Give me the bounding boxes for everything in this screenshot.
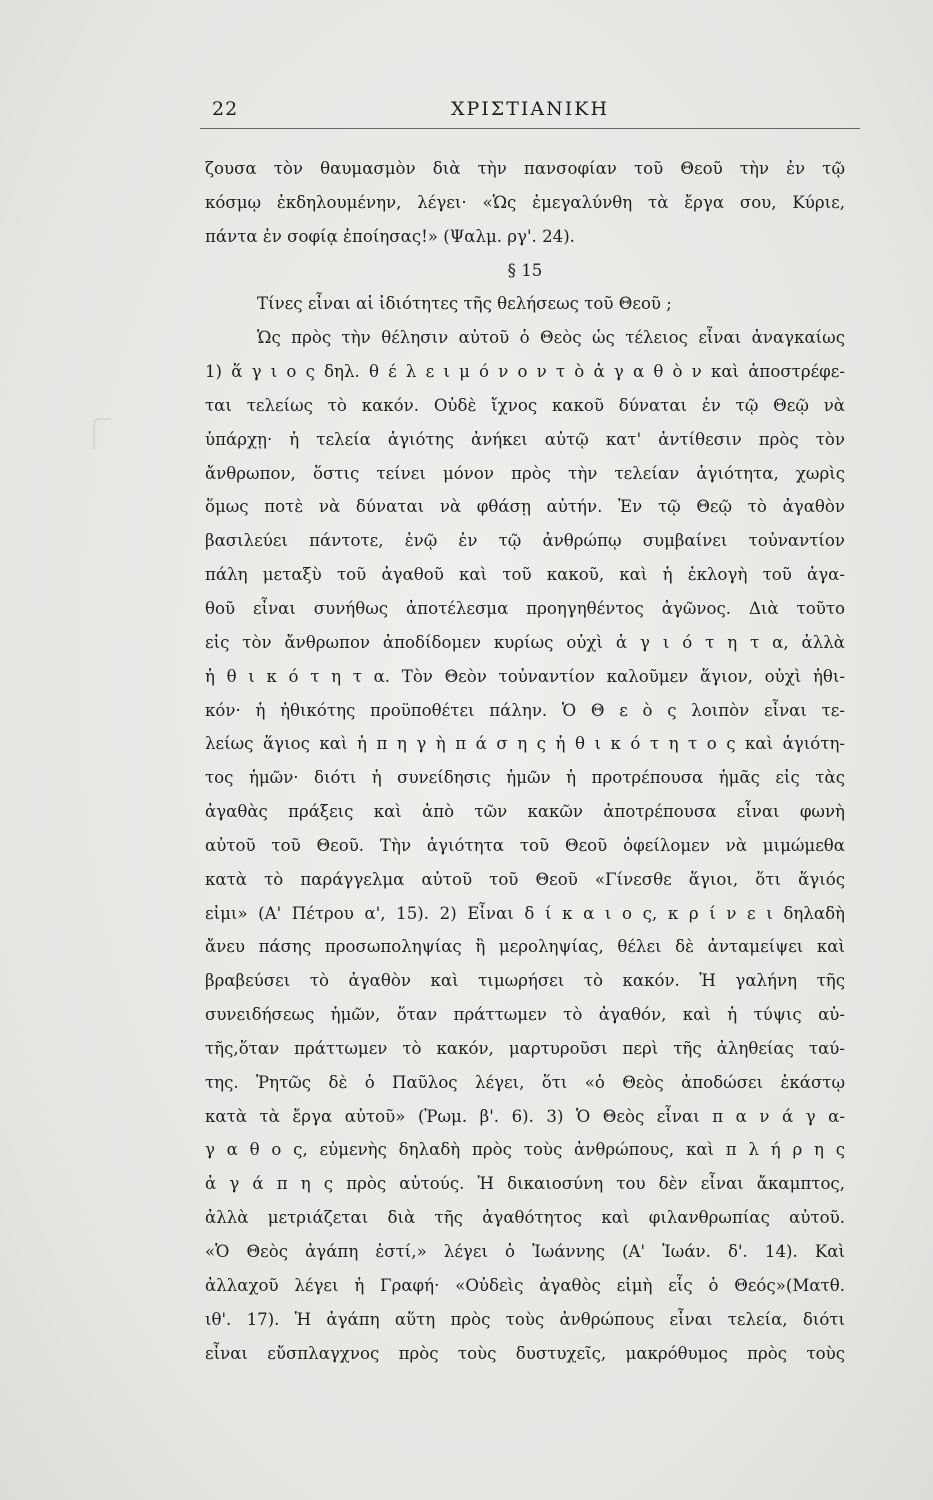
text-line: ἄνθρωπον, ὅστις τείνει μόνον πρὸς τὴν τελείαν ἁγιότητα, χωρὶς	[205, 463, 845, 483]
page-number: 22	[212, 98, 239, 120]
text-line: λείως ἅγιος καὶ ἡ π η γ ὴ π ά σ η ς ἠ θ ι κ ό τ η τ ο ς καὶ ἁγιότη-	[205, 734, 845, 754]
text-line: ἀ γ ά π η ς πρὸς αὐτούς. Ἡ δικαιοσύνη του δὲν εἶναι ἄκαμπτος,	[205, 1174, 845, 1194]
text-line: πάντα ἐν σοφίᾳ ἐποίησας!» (Ψαλμ. ργ'. 24).	[205, 226, 575, 246]
text-line: συνειδήσεως ἡμῶν, ὅταν πράττωμεν τὸ ἀγαθόν, καὶ ἡ τύψις αὐ-	[205, 1005, 845, 1025]
margin-bracket-mark	[93, 418, 111, 450]
page-header	[200, 98, 860, 134]
text-line: ἠ θ ι κ ό τ η τ α. Τὸν Θεὸν τοὐναντίον καλοῦμεν ἅγιον, οὐχὶ ἠθι-	[205, 666, 845, 686]
section-question: Τίνες εἶναι αἱ ἰδιότητες τῆς θελήσεως τοῦ Θεοῦ ;	[257, 294, 672, 314]
text-line: της. Ῥητῶς δὲ ὁ Παῦλος λέγει, ὅτι «ὁ Θεὸς ἀποδώσει ἑκάστῳ	[205, 1072, 845, 1092]
text-line: ἄνευ πάσης προσωποληψίας ἢ μεροληψίας, θέλει δὲ ἀνταμείψει καὶ	[205, 937, 845, 957]
text-line: ὑπάρχῃ· ἡ τελεία ἁγιότης ἀνήκει αὐτῷ κατ' ἀντίθεσιν πρὸς τὸν	[205, 429, 845, 449]
text-line: κόν· ἡ ἠθικότης προϋποθέτει πάλην. Ὁ Θ ε ὸ ς λοιπὸν εἶναι τε-	[205, 700, 845, 720]
text-line: τος ἡμῶν· διότι ἡ συνείδησις ἡμῶν ἡ προτρέπουσα ἡμᾶς εἰς τὰς	[205, 768, 845, 788]
running-title: ΧΡΙΣΤΙΑΝΙΚΗ	[450, 98, 610, 120]
text-line: εἶναι εὔσπλαγχνος πρὸς τοὺς δυστυχεῖς, μακρόθυμος πρὸς τοὺς	[205, 1343, 845, 1363]
text-line: αὐτοῦ τοῦ Θεοῦ. Τὴν ἁγιότητα τοῦ Θεοῦ ὀφείλομεν νὰ μιμώμεθα	[205, 835, 845, 855]
text-line: κατὰ τὰ ἔργα αὐτοῦ» (Ῥωμ. β'. 6). 3) Ὁ Θεὸς εἶναι π α ν ά γ α-	[205, 1106, 845, 1126]
text-line: βραβεύσει τὸ ἀγαθὸν καὶ τιμωρήσει τὸ κακόν. Ἡ γαλήνη τῆς	[205, 971, 845, 991]
text-line: ὅμως ποτὲ νὰ δύναται νὰ φθάσῃ αὐτήν. Ἐν τῷ Θεῷ τὸ ἀγαθὸν	[205, 497, 845, 517]
text-line: ἀγαθὰς πράξεις καὶ ἀπὸ τῶν κακῶν ἀποτρέπουσα εἶναι φωνὴ	[205, 802, 845, 822]
text-line: εἰμι» (Α' Πέτρου α', 15). 2) Εἶναι δ ί κ α ι ο ς, κ ρ ί ν ε ι δηλαδὴ	[205, 903, 845, 923]
text-line: ἀλλὰ μετριάζεται διὰ τῆς ἀγαθότητος καὶ φιλανθρωπίας αὐτοῦ.	[205, 1208, 845, 1228]
text-line: θοῦ εἶναι συνήθως ἀποτέλεσμα προηγηθέντος ἀγῶνος. Διὰ τοῦτο	[205, 598, 845, 618]
text-line: 1) ἅ γ ι ο ς δηλ. θ έ λ ε ι μ ό ν ο ν τ ὸ ἀ γ α θ ὸ ν καὶ ἀποστρέφε-	[205, 362, 845, 382]
text-line: κατὰ τὸ παράγγελμα αὐτοῦ τοῦ Θεοῦ «Γίνεσθε ἅγιοι, ὅτι ἅγιός	[205, 869, 845, 889]
text-line: εἰς τὸν ἄνθρωπον ἀποδίδομεν κυρίως οὐχὶ ἁ γ ι ό τ η τ α, ἀλλὰ	[205, 632, 845, 652]
text-line: κόσμῳ ἐκδηλουμένην, λέγει· «Ὡς ἐμεγαλύνθη τὰ ἔργα σου, Κύριε,	[205, 192, 845, 212]
text-line: βασιλεύει πάντοτε, ἐνῷ ἐν τῷ ἀνθρώπῳ συμβαίνει τοὐναντίον	[205, 531, 845, 551]
section-number: § 15	[507, 260, 543, 280]
text-line: ἀλλαχοῦ λέγει ἡ Γραφή· «Οὐδεὶς ἀγαθὸς εἰμὴ εἷς ὁ Θεός»(Ματθ.	[205, 1275, 845, 1295]
text-line: Ὡς πρὸς τὴν θέλησιν αὐτοῦ ὁ Θεὸς ὡς τέλειος εἶναι ἀναγκαίως	[257, 328, 845, 348]
text-line: «Ὁ Θεὸς ἀγάπη ἐστί,» λέγει ὁ Ἰωάννης (Α' Ἰωάν. δ'. 14). Καὶ	[205, 1242, 845, 1261]
text-line: ιθ'. 17). Ἡ ἀγάπη αὕτη πρὸς τοὺς ἀνθρώπους εἶναι τελεία, διότι	[205, 1309, 845, 1329]
text-line: τῆς,ὅταν πράττωμεν τὸ κακόν, μαρτυροῦσι περὶ τῆς ἀληθείας ταύ-	[205, 1038, 845, 1058]
text-line: πάλη μεταξὺ τοῦ ἀγαθοῦ καὶ τοῦ κακοῦ, καὶ ἡ ἐκλογὴ τοῦ ἀγα-	[205, 565, 845, 585]
text-line: ζουσα τὸν θαυμασμὸν διὰ τὴν πανσοφίαν τοῦ Θεοῦ τὴν ἐν τῷ	[205, 159, 845, 178]
header-rule	[200, 128, 860, 129]
body-text	[205, 152, 845, 1370]
text-line: ται τελείως τὸ κακόν. Οὐδὲ ἴχνος κακοῦ δύναται ἐν τῷ Θεῷ νὰ	[205, 395, 845, 415]
text-line: γ α θ ο ς, εὐμενὴς δηλαδὴ πρὸς τοὺς ἀνθρώπους, καὶ π λ ή ρ η ς	[205, 1140, 845, 1160]
